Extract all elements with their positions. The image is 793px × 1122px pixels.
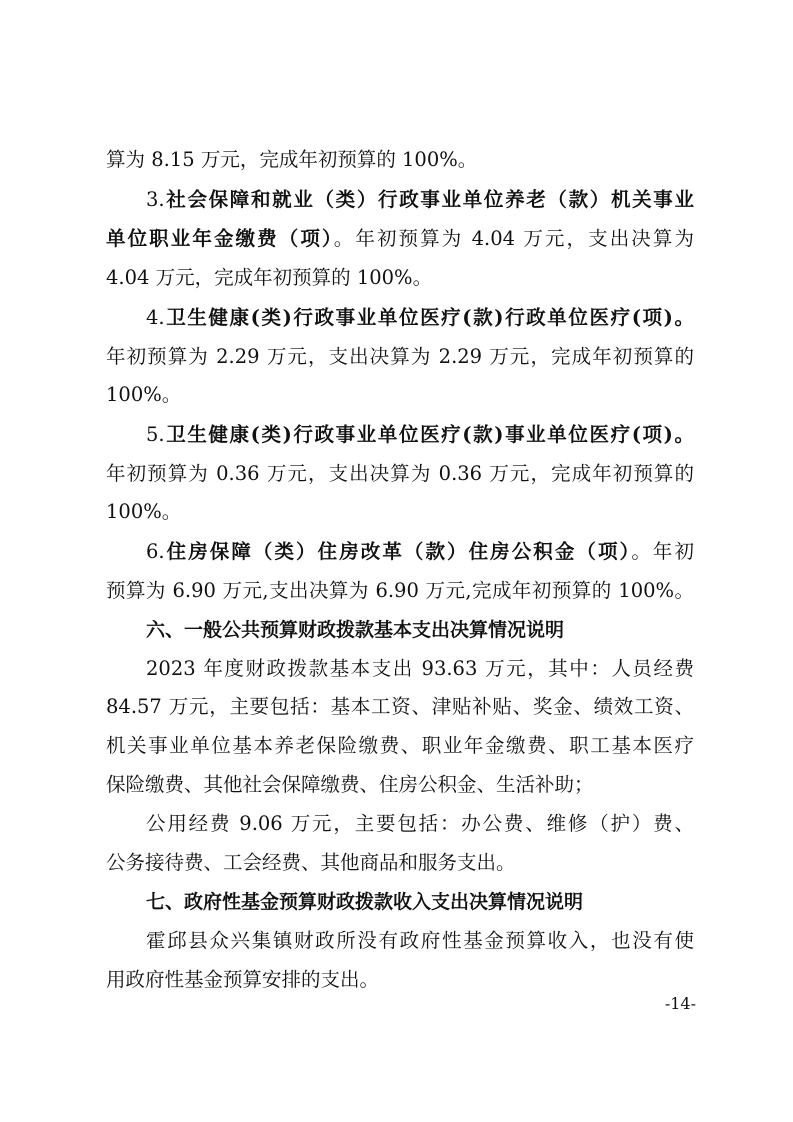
item-3-heading: 3.社会保障和就业（类）行政事业单位养老（款）机关事业 bbox=[146, 188, 694, 211]
text-line: 预算为 6.90 万元,支出决算为 6.90 万元,完成年初预算的 100%。 bbox=[106, 579, 694, 602]
item-5-heading: 5.卫生健康(类)行政事业单位医疗(款)事业单位医疗(项)。 bbox=[146, 423, 694, 446]
section-heading: 六、一般公共预算财政拨款基本支出决算情况说明 bbox=[146, 619, 565, 641]
page-number: -14- bbox=[664, 994, 696, 1013]
text-line: 保险缴费、其他社会保障缴费、住房公积金、生活补助； bbox=[106, 773, 594, 796]
text-line: 84.57 万元，主要包括：基本工资、津贴补贴、奖金、绩效工资、 bbox=[106, 695, 694, 718]
text-line: 100%。 bbox=[106, 500, 182, 523]
text-line: 公用经费 9.06 万元，主要包括：办公费、维修（护）费、 bbox=[146, 812, 694, 835]
section-heading: 七、政府性基金预算财政拨款收入支出决算情况说明 bbox=[146, 891, 584, 913]
item-6-heading: 6.住房保障（类）住房改革（款）住房公积金（项）。年初 bbox=[146, 540, 694, 563]
text-line: 霍邱县众兴集镇财政所没有政府性基金预算收入，也没有使 bbox=[146, 929, 694, 952]
text-line: 年初预算为 2.29 万元，支出决算为 2.29 万元，完成年初预算的 bbox=[106, 345, 694, 368]
text-line: 单位职业年金缴费（项）。年初预算为 4.04 万元，支出决算为 bbox=[106, 227, 694, 250]
text-line: 年初预算为 0.36 万元，支出决算为 0.36 万元，完成年初预算的 bbox=[106, 462, 694, 485]
text-line: 2023 年度财政拨款基本支出 93.63 万元，其中：人员经费 bbox=[146, 657, 694, 680]
item-4-heading: 4.卫生健康(类)行政事业单位医疗(款)行政单位医疗(项)。 bbox=[146, 306, 694, 329]
text-line: 用政府性基金预算安排的支出。 bbox=[106, 968, 380, 991]
text-line: 算为 8.15 万元，完成年初预算的 100%。 bbox=[106, 148, 478, 171]
text-line: 机关事业单位基本养老保险缴费、职业年金缴费、职工基本医疗 bbox=[106, 734, 694, 757]
text-line: 100%。 bbox=[106, 383, 182, 406]
text-line: 4.04 万元，完成年初预算的 100%。 bbox=[106, 266, 433, 289]
text-line: 公务接待费、工会经费、其他商品和服务支出。 bbox=[106, 851, 516, 874]
